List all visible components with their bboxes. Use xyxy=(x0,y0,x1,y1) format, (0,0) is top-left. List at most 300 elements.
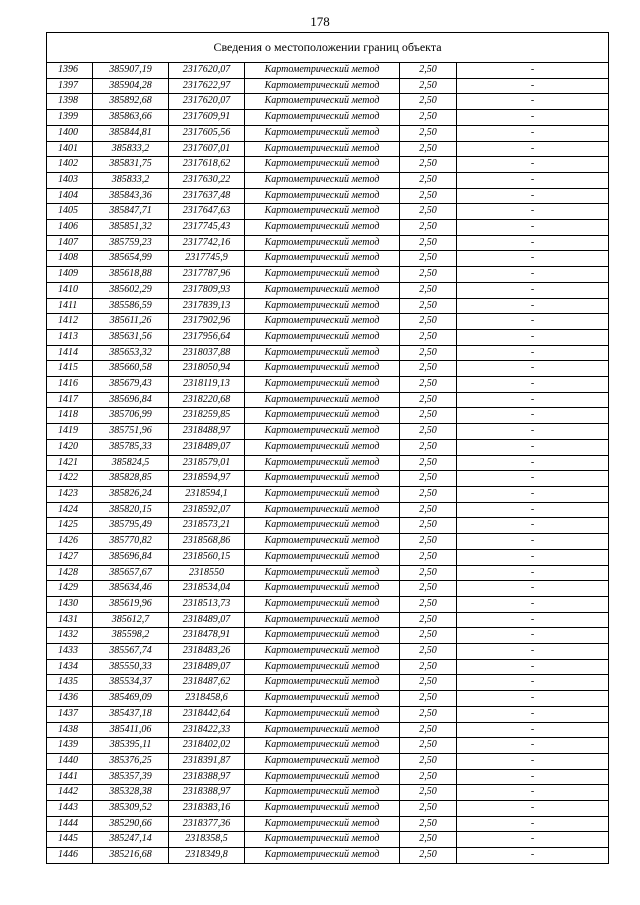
note-cell: - xyxy=(457,565,609,581)
table-row xyxy=(47,439,609,455)
accuracy-cell: 2,50 xyxy=(400,408,457,424)
note-cell: - xyxy=(457,722,609,738)
point-number-cell: 1415 xyxy=(47,361,93,377)
x-coordinate-cell: 385216,68 xyxy=(93,848,169,864)
accuracy-cell: 2,50 xyxy=(400,816,457,832)
accuracy-cell: 2,50 xyxy=(400,94,457,110)
method-cell: Картометрический метод xyxy=(245,644,400,660)
note-cell: - xyxy=(457,675,609,691)
method-cell: Картометрический метод xyxy=(245,706,400,722)
y-coordinate-cell: 2318489,07 xyxy=(169,659,245,675)
table-row xyxy=(47,565,609,581)
table-row xyxy=(47,298,609,314)
y-coordinate-cell: 2318358,5 xyxy=(169,832,245,848)
y-coordinate-cell: 2318377,36 xyxy=(169,816,245,832)
x-coordinate-cell: 385847,71 xyxy=(93,204,169,220)
method-cell: Картометрический метод xyxy=(245,392,400,408)
table-row xyxy=(47,722,609,738)
note-cell: - xyxy=(457,471,609,487)
note-cell: - xyxy=(457,377,609,393)
point-number-cell: 1397 xyxy=(47,78,93,94)
y-coordinate-cell: 2318119,13 xyxy=(169,377,245,393)
table-row xyxy=(47,329,609,345)
note-cell: - xyxy=(457,267,609,283)
method-cell: Картометрический метод xyxy=(245,345,400,361)
x-coordinate-cell: 385654,99 xyxy=(93,251,169,267)
y-coordinate-cell: 2318388,97 xyxy=(169,769,245,785)
table-row xyxy=(47,816,609,832)
method-cell: Картометрический метод xyxy=(245,753,400,769)
note-cell: - xyxy=(457,596,609,612)
point-number-cell: 1437 xyxy=(47,706,93,722)
note-cell: - xyxy=(457,691,609,707)
table-row xyxy=(47,832,609,848)
x-coordinate-cell: 385376,25 xyxy=(93,753,169,769)
note-cell: - xyxy=(457,235,609,251)
y-coordinate-cell: 2318349,8 xyxy=(169,848,245,864)
table-row xyxy=(47,220,609,236)
table-row xyxy=(47,769,609,785)
accuracy-cell: 2,50 xyxy=(400,63,457,79)
point-number-cell: 1410 xyxy=(47,282,93,298)
accuracy-cell: 2,50 xyxy=(400,141,457,157)
accuracy-cell: 2,50 xyxy=(400,235,457,251)
accuracy-cell: 2,50 xyxy=(400,518,457,534)
x-coordinate-cell: 385833,2 xyxy=(93,172,169,188)
y-coordinate-cell: 2318594,97 xyxy=(169,471,245,487)
point-number-cell: 1441 xyxy=(47,769,93,785)
method-cell: Картометрический метод xyxy=(245,329,400,345)
table-row xyxy=(47,706,609,722)
table-row xyxy=(47,659,609,675)
method-cell: Картометрический метод xyxy=(245,157,400,173)
y-coordinate-cell: 2318402,02 xyxy=(169,738,245,754)
table-row xyxy=(47,408,609,424)
accuracy-cell: 2,50 xyxy=(400,282,457,298)
y-coordinate-cell: 2318579,01 xyxy=(169,455,245,471)
table-row xyxy=(47,141,609,157)
accuracy-cell: 2,50 xyxy=(400,753,457,769)
method-cell: Картометрический метод xyxy=(245,848,400,864)
x-coordinate-cell: 385833,2 xyxy=(93,141,169,157)
y-coordinate-cell: 2317647,63 xyxy=(169,204,245,220)
accuracy-cell: 2,50 xyxy=(400,298,457,314)
y-coordinate-cell: 2318513,73 xyxy=(169,596,245,612)
y-coordinate-cell: 2318489,07 xyxy=(169,439,245,455)
y-coordinate-cell: 2318550 xyxy=(169,565,245,581)
x-coordinate-cell: 385844,81 xyxy=(93,125,169,141)
point-number-cell: 1411 xyxy=(47,298,93,314)
accuracy-cell: 2,50 xyxy=(400,361,457,377)
method-cell: Картометрический метод xyxy=(245,549,400,565)
note-cell: - xyxy=(457,785,609,801)
accuracy-cell: 2,50 xyxy=(400,392,457,408)
method-cell: Картометрический метод xyxy=(245,675,400,691)
method-cell: Картометрический метод xyxy=(245,612,400,628)
method-cell: Картометрический метод xyxy=(245,282,400,298)
table-row xyxy=(47,267,609,283)
method-cell: Картометрический метод xyxy=(245,518,400,534)
accuracy-cell: 2,50 xyxy=(400,848,457,864)
y-coordinate-cell: 2317787,96 xyxy=(169,267,245,283)
note-cell: - xyxy=(457,439,609,455)
x-coordinate-cell: 385863,66 xyxy=(93,110,169,126)
accuracy-cell: 2,50 xyxy=(400,549,457,565)
x-coordinate-cell: 385309,52 xyxy=(93,801,169,817)
point-number-cell: 1412 xyxy=(47,314,93,330)
x-coordinate-cell: 385679,43 xyxy=(93,377,169,393)
y-coordinate-cell: 2318488,97 xyxy=(169,424,245,440)
method-cell: Картометрический метод xyxy=(245,204,400,220)
y-coordinate-cell: 2318573,21 xyxy=(169,518,245,534)
y-coordinate-cell: 2317620,07 xyxy=(169,94,245,110)
method-cell: Картометрический метод xyxy=(245,63,400,79)
x-coordinate-cell: 385751,96 xyxy=(93,424,169,440)
x-coordinate-cell: 385534,37 xyxy=(93,675,169,691)
boundary-table xyxy=(46,32,609,864)
method-cell: Картометрический метод xyxy=(245,172,400,188)
accuracy-cell: 2,50 xyxy=(400,644,457,660)
y-coordinate-cell: 2317622,97 xyxy=(169,78,245,94)
table-row xyxy=(47,282,609,298)
point-number-cell: 1426 xyxy=(47,534,93,550)
point-number-cell: 1399 xyxy=(47,110,93,126)
table-row xyxy=(47,63,609,79)
method-cell: Картометрический метод xyxy=(245,408,400,424)
point-number-cell: 1401 xyxy=(47,141,93,157)
note-cell: - xyxy=(457,188,609,204)
y-coordinate-cell: 2318388,97 xyxy=(169,785,245,801)
point-number-cell: 1429 xyxy=(47,581,93,597)
table-row xyxy=(47,204,609,220)
point-number-cell: 1419 xyxy=(47,424,93,440)
y-coordinate-cell: 2318383,16 xyxy=(169,801,245,817)
y-coordinate-cell: 2318568,86 xyxy=(169,534,245,550)
point-number-cell: 1418 xyxy=(47,408,93,424)
y-coordinate-cell: 2317745,43 xyxy=(169,220,245,236)
note-cell: - xyxy=(457,172,609,188)
x-coordinate-cell: 385411,06 xyxy=(93,722,169,738)
note-cell: - xyxy=(457,644,609,660)
point-number-cell: 1431 xyxy=(47,612,93,628)
accuracy-cell: 2,50 xyxy=(400,785,457,801)
accuracy-cell: 2,50 xyxy=(400,188,457,204)
method-cell: Картометрический метод xyxy=(245,424,400,440)
table-row xyxy=(47,612,609,628)
x-coordinate-cell: 385696,84 xyxy=(93,549,169,565)
note-cell: - xyxy=(457,94,609,110)
table-row xyxy=(47,596,609,612)
method-cell: Картометрический метод xyxy=(245,94,400,110)
note-cell: - xyxy=(457,110,609,126)
y-coordinate-cell: 2318050,94 xyxy=(169,361,245,377)
y-coordinate-cell: 2318534,04 xyxy=(169,581,245,597)
table-row xyxy=(47,785,609,801)
x-coordinate-cell: 385843,36 xyxy=(93,188,169,204)
y-coordinate-cell: 2318489,07 xyxy=(169,612,245,628)
x-coordinate-cell: 385634,46 xyxy=(93,581,169,597)
accuracy-cell: 2,50 xyxy=(400,424,457,440)
method-cell: Картометрический метод xyxy=(245,581,400,597)
note-cell: - xyxy=(457,706,609,722)
note-cell: - xyxy=(457,581,609,597)
point-number-cell: 1421 xyxy=(47,455,93,471)
note-cell: - xyxy=(457,329,609,345)
table-row xyxy=(47,251,609,267)
note-cell: - xyxy=(457,455,609,471)
note-cell: - xyxy=(457,659,609,675)
y-coordinate-cell: 2318478,91 xyxy=(169,628,245,644)
method-cell: Картометрический метод xyxy=(245,110,400,126)
table-row xyxy=(47,753,609,769)
x-coordinate-cell: 385602,29 xyxy=(93,282,169,298)
point-number-cell: 1443 xyxy=(47,801,93,817)
accuracy-cell: 2,50 xyxy=(400,157,457,173)
x-coordinate-cell: 385247,14 xyxy=(93,832,169,848)
x-coordinate-cell: 385828,85 xyxy=(93,471,169,487)
accuracy-cell: 2,50 xyxy=(400,832,457,848)
accuracy-cell: 2,50 xyxy=(400,204,457,220)
accuracy-cell: 2,50 xyxy=(400,439,457,455)
x-coordinate-cell: 385619,96 xyxy=(93,596,169,612)
accuracy-cell: 2,50 xyxy=(400,659,457,675)
note-cell: - xyxy=(457,769,609,785)
method-cell: Картометрический метод xyxy=(245,361,400,377)
y-coordinate-cell: 2318487,62 xyxy=(169,675,245,691)
table-row xyxy=(47,345,609,361)
y-coordinate-cell: 2317605,56 xyxy=(169,125,245,141)
y-coordinate-cell: 2317956,64 xyxy=(169,329,245,345)
note-cell: - xyxy=(457,486,609,502)
point-number-cell: 1432 xyxy=(47,628,93,644)
accuracy-cell: 2,50 xyxy=(400,628,457,644)
note-cell: - xyxy=(457,220,609,236)
note-cell: - xyxy=(457,157,609,173)
accuracy-cell: 2,50 xyxy=(400,769,457,785)
note-cell: - xyxy=(457,502,609,518)
accuracy-cell: 2,50 xyxy=(400,377,457,393)
y-coordinate-cell: 2318442,64 xyxy=(169,706,245,722)
note-cell: - xyxy=(457,612,609,628)
point-number-cell: 1409 xyxy=(47,267,93,283)
x-coordinate-cell: 385795,49 xyxy=(93,518,169,534)
y-coordinate-cell: 2317609,91 xyxy=(169,110,245,126)
note-cell: - xyxy=(457,408,609,424)
method-cell: Картометрический метод xyxy=(245,267,400,283)
y-coordinate-cell: 2318220,68 xyxy=(169,392,245,408)
table-row xyxy=(47,392,609,408)
note-cell: - xyxy=(457,251,609,267)
point-number-cell: 1445 xyxy=(47,832,93,848)
note-cell: - xyxy=(457,282,609,298)
table-row xyxy=(47,424,609,440)
note-cell: - xyxy=(457,738,609,754)
point-number-cell: 1424 xyxy=(47,502,93,518)
point-number-cell: 1398 xyxy=(47,94,93,110)
table-row xyxy=(47,314,609,330)
method-cell: Картометрический метод xyxy=(245,314,400,330)
y-coordinate-cell: 2317809,93 xyxy=(169,282,245,298)
table-row xyxy=(47,377,609,393)
note-cell: - xyxy=(457,832,609,848)
method-cell: Картометрический метод xyxy=(245,251,400,267)
method-cell: Картометрический метод xyxy=(245,377,400,393)
x-coordinate-cell: 385706,99 xyxy=(93,408,169,424)
y-coordinate-cell: 2318594,1 xyxy=(169,486,245,502)
note-cell: - xyxy=(457,298,609,314)
method-cell: Картометрический метод xyxy=(245,832,400,848)
y-coordinate-cell: 2317607,01 xyxy=(169,141,245,157)
accuracy-cell: 2,50 xyxy=(400,267,457,283)
method-cell: Картометрический метод xyxy=(245,659,400,675)
table-row xyxy=(47,94,609,110)
x-coordinate-cell: 385550,33 xyxy=(93,659,169,675)
point-number-cell: 1444 xyxy=(47,816,93,832)
method-cell: Картометрический метод xyxy=(245,816,400,832)
point-number-cell: 1417 xyxy=(47,392,93,408)
point-number-cell: 1438 xyxy=(47,722,93,738)
method-cell: Картометрический метод xyxy=(245,534,400,550)
table-row xyxy=(47,110,609,126)
x-coordinate-cell: 385660,58 xyxy=(93,361,169,377)
y-coordinate-cell: 2317742,16 xyxy=(169,235,245,251)
note-cell: - xyxy=(457,314,609,330)
x-coordinate-cell: 385892,68 xyxy=(93,94,169,110)
point-number-cell: 1446 xyxy=(47,848,93,864)
point-number-cell: 1402 xyxy=(47,157,93,173)
x-coordinate-cell: 385820,15 xyxy=(93,502,169,518)
method-cell: Картометрический метод xyxy=(245,628,400,644)
method-cell: Картометрический метод xyxy=(245,502,400,518)
y-coordinate-cell: 2317620,07 xyxy=(169,63,245,79)
method-cell: Картометрический метод xyxy=(245,801,400,817)
point-number-cell: 1416 xyxy=(47,377,93,393)
point-number-cell: 1440 xyxy=(47,753,93,769)
table-row xyxy=(47,361,609,377)
note-cell: - xyxy=(457,204,609,220)
accuracy-cell: 2,50 xyxy=(400,314,457,330)
note-cell: - xyxy=(457,816,609,832)
table-row xyxy=(47,644,609,660)
method-cell: Картометрический метод xyxy=(245,596,400,612)
table-row xyxy=(47,675,609,691)
accuracy-cell: 2,50 xyxy=(400,722,457,738)
table-row xyxy=(47,738,609,754)
accuracy-cell: 2,50 xyxy=(400,110,457,126)
table-title: Сведения о местоположении границ объекта xyxy=(47,33,609,63)
x-coordinate-cell: 385785,33 xyxy=(93,439,169,455)
table-row xyxy=(47,848,609,864)
x-coordinate-cell: 385851,32 xyxy=(93,220,169,236)
point-number-cell: 1396 xyxy=(47,63,93,79)
point-number-cell: 1420 xyxy=(47,439,93,455)
x-coordinate-cell: 385437,18 xyxy=(93,706,169,722)
table-row xyxy=(47,801,609,817)
y-coordinate-cell: 2318422,33 xyxy=(169,722,245,738)
note-cell: - xyxy=(457,125,609,141)
point-number-cell: 1413 xyxy=(47,329,93,345)
table-row xyxy=(47,534,609,550)
note-cell: - xyxy=(457,628,609,644)
x-coordinate-cell: 385653,32 xyxy=(93,345,169,361)
point-number-cell: 1423 xyxy=(47,486,93,502)
accuracy-cell: 2,50 xyxy=(400,738,457,754)
note-cell: - xyxy=(457,63,609,79)
method-cell: Картометрический метод xyxy=(245,455,400,471)
x-coordinate-cell: 385657,67 xyxy=(93,565,169,581)
x-coordinate-cell: 385612,7 xyxy=(93,612,169,628)
table-row xyxy=(47,471,609,487)
note-cell: - xyxy=(457,345,609,361)
method-cell: Картометрический метод xyxy=(245,125,400,141)
note-cell: - xyxy=(457,78,609,94)
note-cell: - xyxy=(457,361,609,377)
method-cell: Картометрический метод xyxy=(245,298,400,314)
x-coordinate-cell: 385357,39 xyxy=(93,769,169,785)
point-number-cell: 1439 xyxy=(47,738,93,754)
method-cell: Картометрический метод xyxy=(245,471,400,487)
accuracy-cell: 2,50 xyxy=(400,329,457,345)
note-cell: - xyxy=(457,534,609,550)
accuracy-cell: 2,50 xyxy=(400,220,457,236)
point-number-cell: 1407 xyxy=(47,235,93,251)
accuracy-cell: 2,50 xyxy=(400,471,457,487)
point-number-cell: 1427 xyxy=(47,549,93,565)
y-coordinate-cell: 2318483,26 xyxy=(169,644,245,660)
accuracy-cell: 2,50 xyxy=(400,565,457,581)
x-coordinate-cell: 385328,38 xyxy=(93,785,169,801)
y-coordinate-cell: 2317637,48 xyxy=(169,188,245,204)
table-title-row xyxy=(47,33,609,63)
table-row xyxy=(47,486,609,502)
point-number-cell: 1425 xyxy=(47,518,93,534)
x-coordinate-cell: 385395,11 xyxy=(93,738,169,754)
x-coordinate-cell: 385611,26 xyxy=(93,314,169,330)
point-number-cell: 1408 xyxy=(47,251,93,267)
x-coordinate-cell: 385469,09 xyxy=(93,691,169,707)
accuracy-cell: 2,50 xyxy=(400,251,457,267)
x-coordinate-cell: 385770,82 xyxy=(93,534,169,550)
note-cell: - xyxy=(457,518,609,534)
x-coordinate-cell: 385586,59 xyxy=(93,298,169,314)
note-cell: - xyxy=(457,424,609,440)
note-cell: - xyxy=(457,392,609,408)
method-cell: Картометрический метод xyxy=(245,188,400,204)
point-number-cell: 1404 xyxy=(47,188,93,204)
table-row xyxy=(47,125,609,141)
point-number-cell: 1400 xyxy=(47,125,93,141)
y-coordinate-cell: 2318037,88 xyxy=(169,345,245,361)
point-number-cell: 1434 xyxy=(47,659,93,675)
table-row xyxy=(47,78,609,94)
x-coordinate-cell: 385567,74 xyxy=(93,644,169,660)
accuracy-cell: 2,50 xyxy=(400,534,457,550)
method-cell: Картометрический метод xyxy=(245,141,400,157)
y-coordinate-cell: 2318391,87 xyxy=(169,753,245,769)
point-number-cell: 1403 xyxy=(47,172,93,188)
table-row xyxy=(47,691,609,707)
y-coordinate-cell: 2317745,9 xyxy=(169,251,245,267)
y-coordinate-cell: 2318560,15 xyxy=(169,549,245,565)
method-cell: Картометрический метод xyxy=(245,738,400,754)
accuracy-cell: 2,50 xyxy=(400,502,457,518)
x-coordinate-cell: 385904,28 xyxy=(93,78,169,94)
x-coordinate-cell: 385824,5 xyxy=(93,455,169,471)
accuracy-cell: 2,50 xyxy=(400,706,457,722)
y-coordinate-cell: 2317618,62 xyxy=(169,157,245,173)
note-cell: - xyxy=(457,801,609,817)
point-number-cell: 1433 xyxy=(47,644,93,660)
